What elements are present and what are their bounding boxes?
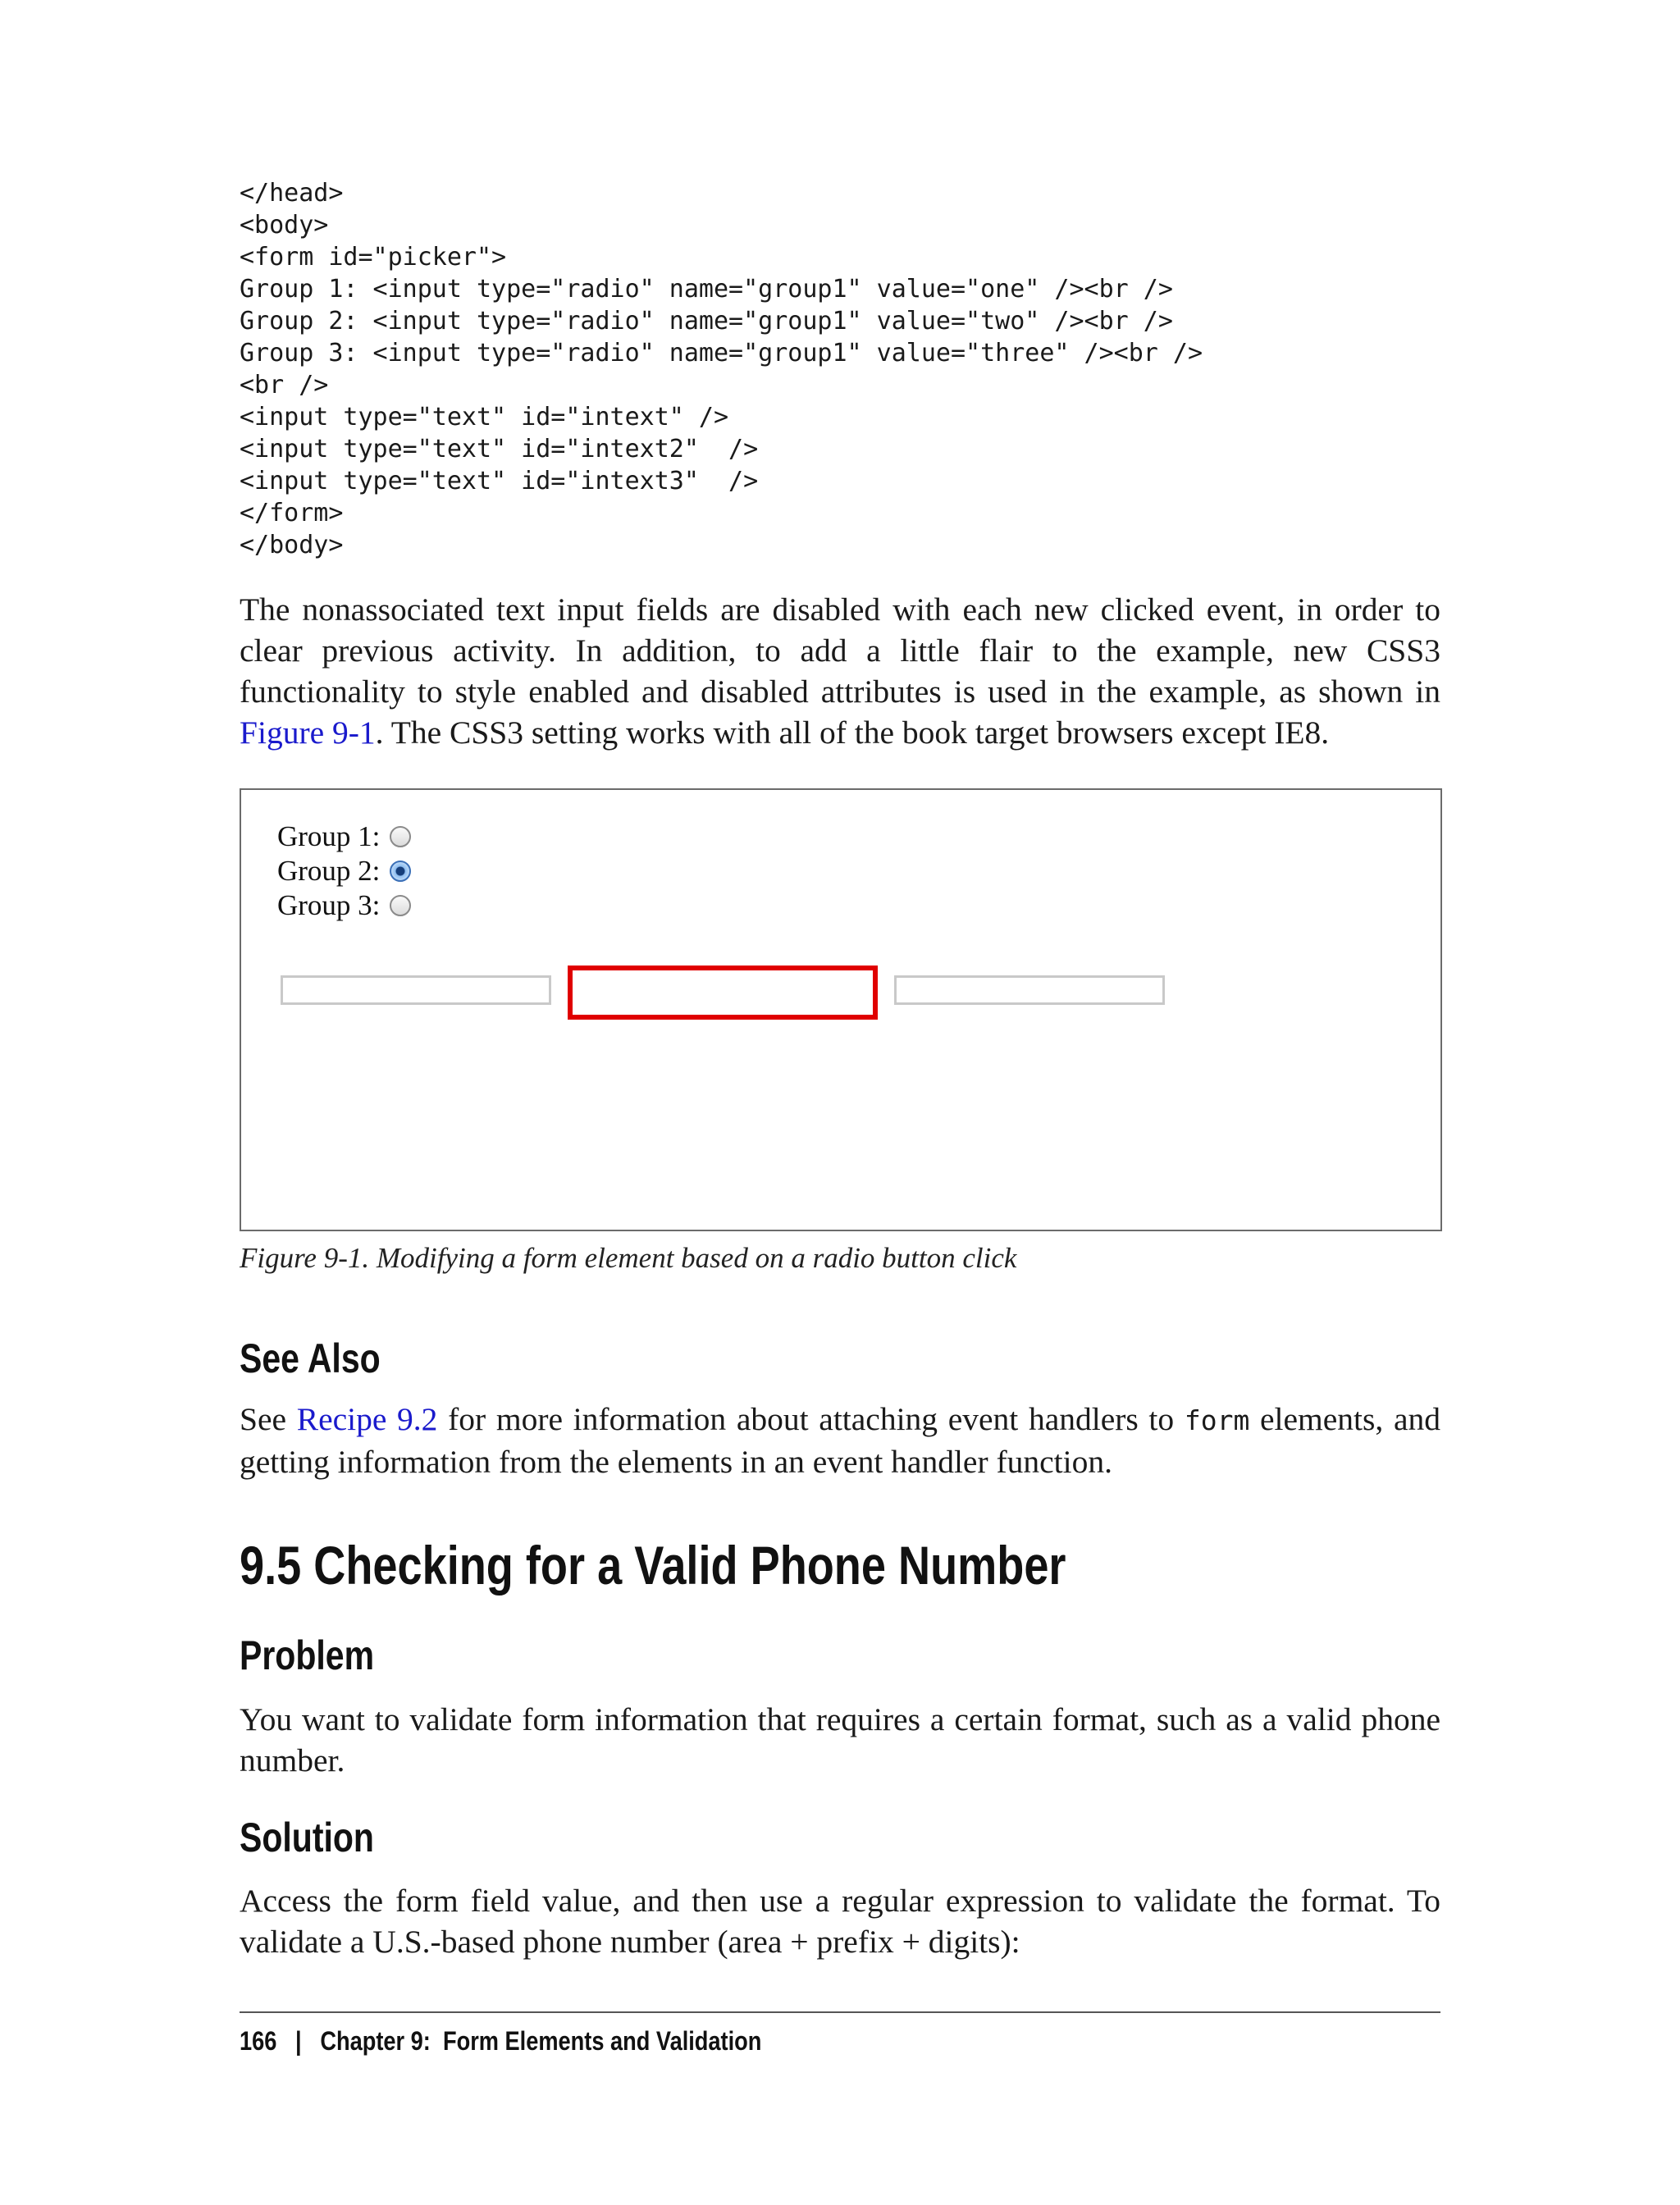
heading-solution: Solution (240, 1815, 374, 1860)
paragraph-css3-explanation (240, 589, 1440, 753)
radio-row-group-3 (277, 888, 411, 923)
radio-button-group-1[interactable] (390, 826, 411, 847)
heading-see-also: See Also (240, 1335, 381, 1381)
footer-separator: | (295, 2026, 302, 2056)
heading-problem: Problem (240, 1632, 375, 1678)
paragraph-text: . The CSS3 setting works with all of the book target browsers except IE8. (375, 714, 1330, 751)
radio-row-group-2 (277, 854, 411, 888)
section-title: 9.5 Checking for a Valid Phone Number (240, 1535, 1066, 1596)
paragraph-see-also (240, 1399, 1440, 1482)
figure-9-1-screenshot (240, 788, 1442, 1231)
footer-rule (240, 2011, 1440, 2013)
text-input-intext3[interactable] (894, 975, 1165, 1005)
page-footer (240, 2025, 761, 2057)
radio-label: Group 3: (277, 889, 381, 921)
figure-9-1-link[interactable]: Figure 9-1 (240, 714, 376, 751)
paragraph-text: elements, and getting information from the elements in an event handler function. (240, 1401, 1440, 1480)
radio-label: Group 1: (277, 820, 381, 852)
paragraph-problem: You want to validate form information that requires a certain format, such as a valid phone number. (240, 1701, 1440, 1778)
radio-label: Group 2: (277, 855, 381, 887)
paragraph-solution: Access the form field value, and then use a regular expression to validate the format. To validate a U.S.-based phone number (area + prefix + digits): (240, 1883, 1440, 1960)
paragraph-text: See (240, 1401, 297, 1437)
recipe-9-2-link[interactable]: Recipe 9.2 (296, 1401, 438, 1437)
radio-button-group-3[interactable] (390, 895, 411, 916)
text-input-intext[interactable] (281, 975, 551, 1005)
figure-caption: Figure 9-1. Modifying a form element based on a radio button click (240, 1242, 1017, 1274)
radio-button-group-2[interactable] (390, 861, 411, 882)
paragraph-text: The nonassociated text input fields are disabled with each new clicked event, in order to clear previous activity. In addition, to add a little flair to the example, new CSS3 functionality to style enabled and disabled attributes is used in the example, as shown in (240, 591, 1440, 710)
code-listing: </head> <body> <form id="picker"> Group 1: <input type="radio" name="group1" value="one" /><br /> Group 2: <input type="radio" name="group1" value="two" /><br /> Group 3: <input type="radio" name="group1" value="three" /><br /> <br /> <input type="text" id="intext" /> <input type="text" id="intext2" /> <input type="text" id="intext3" /> </form> </body> (240, 179, 1203, 559)
radio-row-group-1 (277, 819, 411, 854)
text-input-intext2[interactable] (568, 966, 878, 1020)
paragraph-text: for more information about attaching event handlers to (437, 1401, 1185, 1437)
inline-code-form: form (1184, 1404, 1250, 1436)
chapter-title: Chapter 9: Form Elements and Validation (320, 2026, 762, 2056)
page-number: 166 (240, 2026, 277, 2056)
